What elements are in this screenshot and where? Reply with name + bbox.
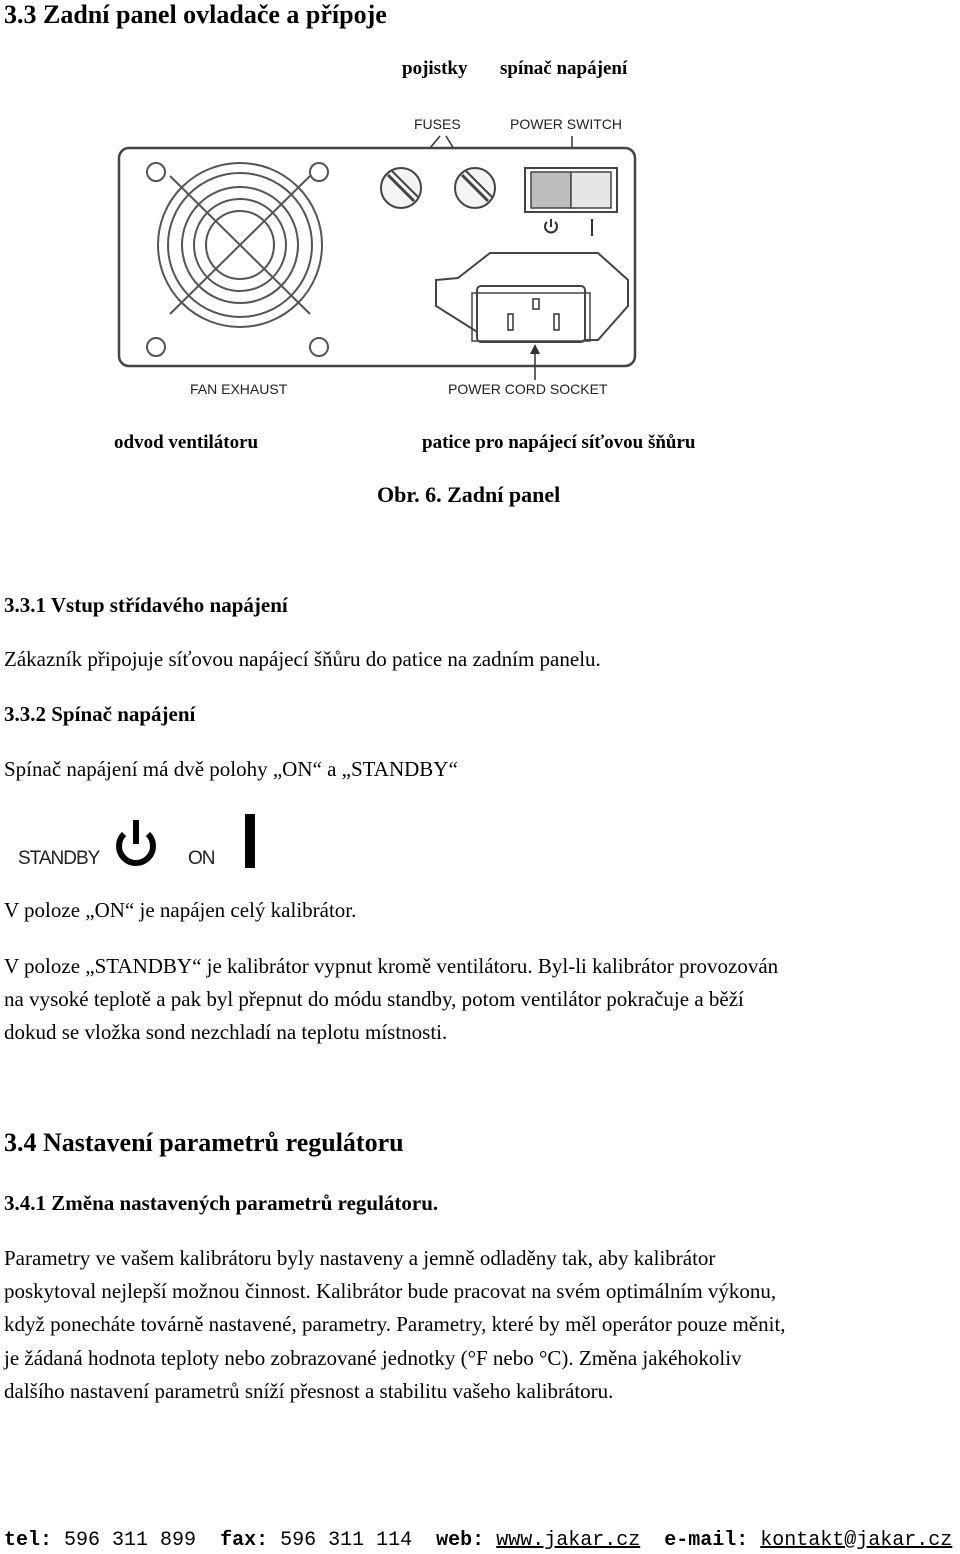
- standby-icon: [112, 818, 160, 870]
- fan-label-cz: odvod ventilátoru: [114, 432, 259, 453]
- section-title-34: 3.4 Nastavení parametrů regulátoru: [4, 1128, 404, 1157]
- subsection-title-331: 3.3.1 Vstup střídavého napájení: [4, 593, 288, 617]
- paragraph-params-line5: dalšího nastavení parametrů sníží přesnost a stabilitu vašeho kalibrátoru.: [4, 1379, 614, 1403]
- footer-web-label: web:: [436, 1529, 485, 1552]
- paragraph-standby-line1: V poloze „STANDBY“ je kalibrátor vypnut kromě ventilátoru. Byl-li kalibrátor provozován: [4, 954, 779, 978]
- paragraph-params-line4: je žádaná hodnota teploty nebo zobrazované jednotky (°F nebo °C). Změna jakéhokoliv: [4, 1346, 742, 1370]
- fuse-left: [381, 168, 421, 208]
- subsection-title-332: 3.3.2 Spínač napájení: [4, 702, 196, 726]
- footer-web-link[interactable]: www.jakar.cz: [496, 1529, 641, 1552]
- standby-symbol-label: STANDBY: [18, 848, 100, 869]
- socket-label-cz: patice pro napájecí síťovou šňůru: [422, 432, 696, 453]
- section-title: 3.3 Zadní panel ovladače a přípoje: [4, 0, 387, 29]
- socket-label-en: POWER CORD SOCKET: [448, 381, 608, 397]
- paragraph-params-line3: když ponecháte továrně nastavené, parametry. Parametry, které by měl operátor pouze měnit,: [4, 1312, 786, 1336]
- footer-email-label: e-mail:: [664, 1529, 749, 1552]
- paragraph-standby-line2: na vysoké teplotě a pak byl přepnut do módu standby, potom ventilátor pokračuje a běží: [4, 987, 744, 1011]
- footer-fax-value: 596 311 114: [280, 1529, 413, 1552]
- on-icon: [245, 814, 255, 868]
- footer-contact: [4, 1529, 952, 1552]
- paragraph-ac-input: Zákazník připojuje síťovou napájecí šňůru do patice na zadním panelu.: [4, 647, 601, 671]
- footer-email-link[interactable]: kontakt@jakar.cz: [760, 1529, 953, 1552]
- paragraph-standby-line3: dokud se vložka sond nezchladí na teplotu místnosti.: [4, 1020, 448, 1044]
- subsection-title-341: 3.4.1 Změna nastavených parametrů regulátoru.: [4, 1191, 439, 1215]
- paragraph-on: V poloze „ON“ je napájen celý kalibrátor.: [4, 898, 357, 922]
- footer-tel-label: tel:: [4, 1529, 53, 1552]
- fuse-right: [455, 168, 495, 208]
- rear-panel-figure: [110, 108, 650, 408]
- power-switch-label-cz: spínač napájení: [500, 58, 628, 79]
- footer-fax-label: fax:: [220, 1529, 269, 1552]
- paragraph-params-line2: poskytoval nejlepší možnou činnost. Kalibrátor bude pracovat na svém optimálním výkonu,: [4, 1279, 777, 1303]
- power-switch-label-en: POWER SWITCH: [510, 116, 622, 132]
- paragraph-params-line1: Parametry ve vašem kalibrátoru byly nastaveny a jemně odladěny tak, aby kalibrátor: [4, 1246, 716, 1270]
- fuses-label-cz: pojistky: [402, 58, 468, 79]
- footer-tel-value: 596 311 899: [64, 1529, 197, 1552]
- fan-label-en: FAN EXHAUST: [190, 381, 288, 397]
- on-symbol-label: ON: [188, 848, 215, 869]
- paragraph-switch-positions: Spínač napájení má dvě polohy „ON“ a „STANDBY“: [4, 757, 458, 781]
- fuses-label-en: FUSES: [414, 116, 461, 132]
- figure-caption: Obr. 6. Zadní panel: [377, 482, 561, 507]
